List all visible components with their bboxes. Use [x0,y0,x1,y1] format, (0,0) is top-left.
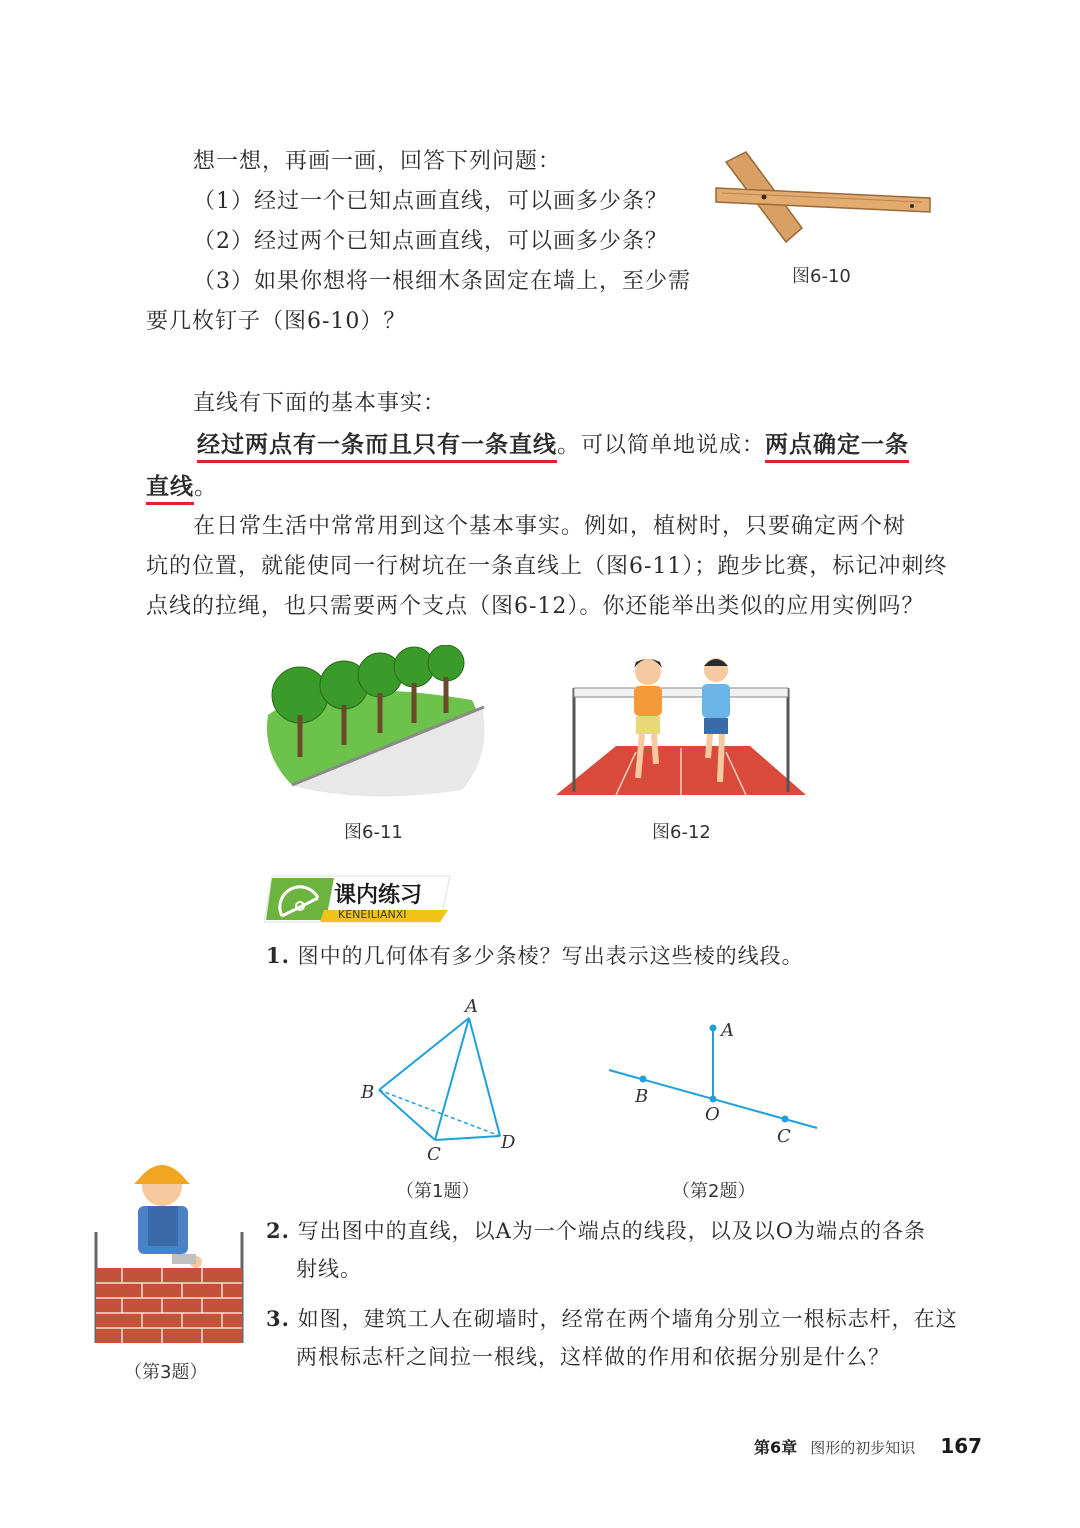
exercise-2-line2: 射线。 [296,1257,362,1281]
fact-end-period: 。 [194,474,218,500]
tree-row-illustration [262,645,488,800]
protractor-ruler-icon [276,878,324,922]
label-A: A [465,996,478,1017]
exercise-3 [266,1300,958,1338]
exercise-1-number: 1. [266,943,290,968]
bricklayer-illustration [92,1150,247,1345]
label-C: C [777,1126,791,1147]
fact-statement: 经过两点有一条而且只有一条直线 [197,432,557,463]
q3-caption: （第3题） [124,1362,208,1383]
think-question-3-line2: 要几枚钉子（图6-10）？ [146,309,407,334]
label-B: B [361,1082,375,1103]
application-line3: 点线的拉绳，也只需要两个支点（图6-12）。你还能举出类似的应用实例吗？ [146,594,925,619]
running-race-illustration [556,652,806,798]
think-question-1: （1）经过一个已知点画直线，可以画多少条？ [193,189,668,214]
chapter-number: 第6章 [754,1438,798,1457]
fact-statement-line2 [146,467,218,507]
fact-simple-part2: 直线 [146,474,194,505]
label-B: B [635,1086,649,1107]
exercise-1-text: 图中的几何体有多少条棱？写出表示这些棱的线段。 [297,944,804,968]
application-line1: 在日常生活中常常用到这个基本事实。例如，植树时，只要确定两个树 [193,514,907,539]
think-question-2: （2）经过两个已知点画直线，可以画多少条？ [193,229,668,254]
exercise-2-number: 2. [266,1218,290,1243]
fig-6-10-caption: 图6-10 [792,266,851,287]
fact-simple-part1: 两点确定一条 [765,432,909,463]
tetrahedron-figure [355,990,535,1160]
label-O: O [705,1104,720,1125]
fig-6-12-caption: 图6-12 [652,822,711,843]
practice-subtitle: KENEILIANXI [338,908,407,921]
exercise-2 [266,1212,926,1250]
fact-period: 。 [557,432,581,458]
q1-caption: （第1题） [396,1181,480,1202]
label-A: A [721,1020,734,1041]
application-line2: 坑的位置，就能使同一行树坑在一条直线上（图6-11）；跑步比赛，标记冲刺终 [146,554,948,579]
q2-caption: （第2题） [672,1181,756,1202]
wooden-sticks-illustration [712,148,937,248]
exercise-3-line2: 两根标志杆之间拉一根线，这样做的作用和依据分别是什么？ [296,1345,890,1369]
chapter-title: 图形的初步知识 [810,1439,916,1457]
page-footer [754,1434,982,1458]
exercise-1 [266,937,804,975]
fact-simple-prefix: 可以简单地说成： [581,433,766,458]
think-question-3-line1: （3）如果你想将一根细木条固定在墙上，至少需 [193,269,691,294]
fig-6-11-caption: 图6-11 [344,822,403,843]
practice-header [264,870,454,926]
exercise-2-line1: 写出图中的直线，以A为一个端点的线段，以及以O为端点的各条 [297,1219,927,1243]
exercise-3-number: 3. [266,1306,290,1331]
exercise-3-line1: 如图，建筑工人在砌墙时，经常在两个墙角分别立一根标志杆，在这 [297,1307,958,1331]
page-number: 167 [940,1434,983,1458]
label-C: C [427,1144,441,1160]
think-intro: 想一想，再画一画，回答下列问题： [193,149,562,174]
practice-title: 课内练习 [334,883,423,908]
lines-rays-figure [605,1010,820,1150]
fact-statement-line [197,425,909,466]
label-D: D [501,1132,516,1153]
fact-intro: 直线有下面的基本事实： [193,391,447,416]
